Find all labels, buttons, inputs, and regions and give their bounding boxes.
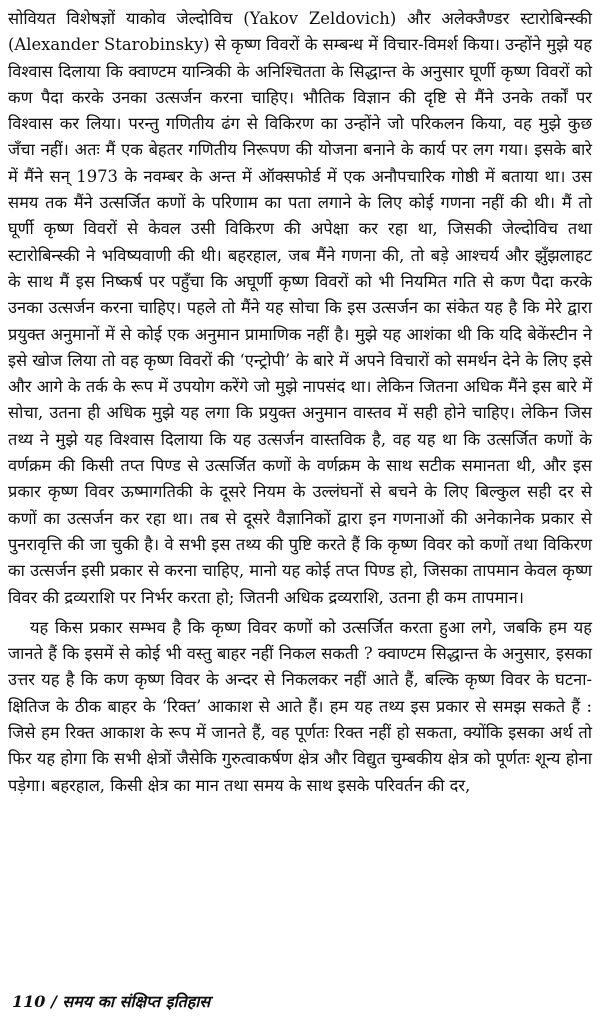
book-page [8,6,592,799]
paragraph-2: यह किस प्रकार सम्भव है कि कृष्ण विवर कणों को उत्सर्जित करता हुआ लगे, जबकि हम यह जानते हैं कि इसमें से कोई भी वस्तु बाहर नहीं निकल सकती ? क्वाण्टम सिद्धान्त के अनुसार, इसका उत्तर यह है कि कण कृष्ण विवर के अन्दर से निकलकर नहीं आते हैं, बल्कि कृष्ण विवर के घटना-क्षितिज के ठीक बाहर के ‘रिक्त’ आकाश से आते हैं। हम यह तथ्य इस प्रकार से समझ सकते हैं : जिसे हम रिक्त आकाश के रूप में जानते हैं, वह पूर्णतः रिक्त नहीं हो सकता, क्योंकि इसका अर्थ तो फिर यह होगा कि सभी क्षेत्रों जैसेकि गुरुत्वाकर्षण क्षेत्र और विद्युत चुम्बकीय क्षेत्र को पूर्णतः शून्य होना पड़ेगा। बहरहाल, किसी क्षेत्र का मान तथा समय के साथ इसके परिवर्तन की दर, [8,617,592,795]
paragraph-1: सोवियत विशेषज्ञों याकोव जेल्दोविच (Yakov Zeldovich) और अलेक्जैण्डर स्टारोबिन्स्की (Alexander Starobinsky) से कृष्ण विवरों के सम्बन्ध में विचार-विमर्श किया। उन्होंने मुझे यह विश्वास दिलाया कि क्वाण्टम यान्त्रिकी के अनिश्चितता के सिद्धान्त के अनुसार घूर्णी कृष्ण विवरों को कण पैदा करके उनका उत्सर्जन करना चाहिए। भौतिक विज्ञान की दृष्टि से मैंने उनके तर्कों पर विश्वास कर लिया। परन्तु गणितीय ढंग से विकिरण का उन्होंने जो परिकलन किया, वह मुझे कुछ जँचा नहीं। अतः मैं एक बेहतर गणितीय निरूपण की योजना बनाने के कार्य पर लग गया। इसके बारे में मैंने सन् 1973 के नवम्बर के अन्त में ऑक्सफोर्ड में एक अनौपचारिक गोष्ठी में बताया था। उस समय तक मैंने उत्सर्जित कणों के परिणाम का पता लगाने के लिए कोई गणना नहीं की थी। मैं तो घूर्णी कृष्ण विवरों से केवल उसी विकिरण की अपेक्षा कर रहा था, जिसकी जेल्दोविच तथा स्टारोबिन्स्की ने भविष्यवाणी की थी। बहरहाल, जब मैंने गणना की, तो बड़े आश्चर्य और झुँझलाहट के साथ मैं इस निष्कर्ष पर पहुँचा कि अघूर्णी कृष्ण विवरों को भी नियमित गति से कण पैदा करके उनका उत्सर्जन करना चाहिए। पहले तो मैंने यह सोचा कि इस उत्सर्जन का संकेत यह है कि मेरे द्वारा प्रयुक्त अनुमानों में से कोई एक अनुमान प्रामाणिक नहीं है। मुझे यह आशंका थी कि यदि बेकेंस्टीन ने इसे खोज लिया तो वह कृष्ण विवरों की ‘एन्ट्रोपी’ के बारे में अपने विचारों को समर्थन देने के लिए इसे और आगे के तर्क के रूप में उपयोग करेंगे जो मुझे नापसंद था। लेकिन जितना अधिक मैंने इस बारे में सोचा, उतना ही अधिक मुझे यह लगा कि प्रयुक्त अनुमान वास्तव में सही होने चाहिए। लेकिन जिस तथ्य ने मुझे यह विश्वास दिलाया कि यह उत्सर्जन वास्तविक है, वह यह था कि उत्सर्जित कणों के वर्णक्रम की किसी तप्त पिण्ड से उत्सर्जित कणों के वर्णक्रम के साथ सटीक समानता थी, और इस प्रकार कृष्ण विवर ऊष्मागतिकी के दूसरे नियम के उल्लंघनों से बचने के लिए बिल्कुल सही दर से कणों का उत्सर्जन कर रहा था। तब से दूसरे वैज्ञानिकों द्वारा इन गणनाओं की अनेकानेक प्रकार से पुनरावृत्ति की जा चुकी है। वे सभी इस तथ्य की पुष्टि करते हैं कि कृष्ण विवर को कणों तथा विकिरण का उत्सर्जन इसी प्रकार से करना चाहिए, मानो यह कोई तप्त पिण्ड हो, जिसका तापमान केवल कृष्ण विवर की द्रव्यराशि पर निर्भर करता हो; जितनी अधिक द्रव्यराशि, उतना ही कम तापमान। [8,9,592,607]
page-footer: 110 / समय का संक्षिप्त इतिहास [12,992,211,1011]
